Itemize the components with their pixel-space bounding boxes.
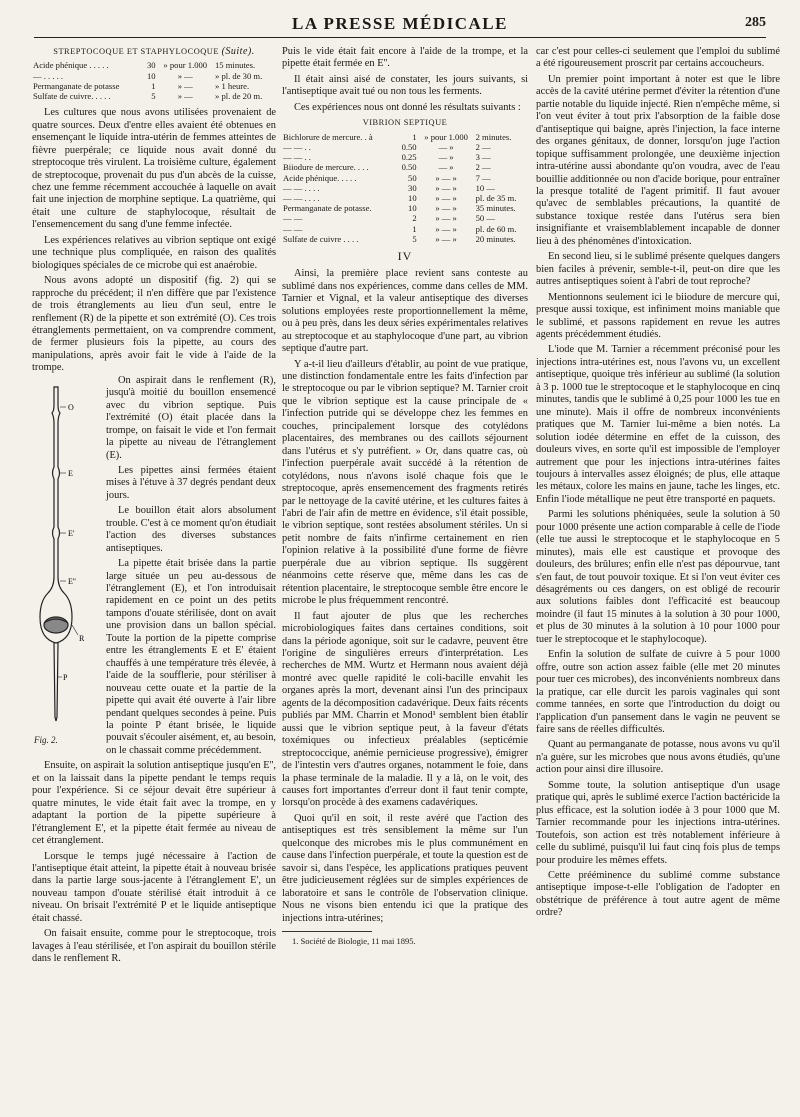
table-cell: » — » xyxy=(435,182,457,193)
figure-caption: Fig. 2. xyxy=(34,735,58,746)
table-cell: 5 xyxy=(151,91,156,102)
results-table-strepto xyxy=(32,60,276,101)
table-cell: — » xyxy=(438,141,454,152)
table-cell: 5 xyxy=(412,233,417,244)
table-row xyxy=(282,234,528,244)
table-cell: 10 xyxy=(146,70,156,81)
paragraph: Il faut ajouter de plus que les recherches microbiologiques faites dans certaines conditions, soit dans la période agonique, soit sur le cadavre, peuvent être l'origine de singulières erreurs d'interprétation. Les recherches de MM. Wurtz et Hermann nous avaient déjà montré avec quelle rapidité le coli-bacille envahit les organes après la mort, devenant ainsi l'un des principaux agents de la décomposition cadavérique. Deux faits récents publiés par MM. Charrin et Monod¹ semblent bien établir aussi que le vibrion septique peut, à la faveur d'états toxémiques ou infectieux préalables (septicémie streptococcique, anémie pernicieuse progressive), émigrer de l'intestin vers d'autres organes, notamment le foie, dans la phase terminale de la maladie. Il y a là, on le voit, des causes fort importantes d'erreur dont il faut tenir compte, lorsqu'on procède à des examens cadavériques. xyxy=(282,610,528,809)
table-cell: 1 xyxy=(151,80,156,91)
table-cell: » 1 heure. xyxy=(215,80,250,91)
table-row xyxy=(32,91,276,101)
table-cell: » — xyxy=(177,91,193,102)
table-cell: » — » xyxy=(435,223,457,234)
table-cell: — — . . xyxy=(283,141,311,152)
table-cell: pl. de 60 m. xyxy=(475,223,517,234)
label-e2: E'' xyxy=(68,576,76,586)
table-cell: » — » xyxy=(435,192,457,203)
section-number: IV xyxy=(397,248,413,263)
table-row xyxy=(282,152,528,162)
table-cell: — » xyxy=(438,152,454,163)
table-cell: 10 xyxy=(408,192,417,203)
paragraph: Le bouillon était alors absolument trouble. C'est à ce moment qu'on étudiait l'action des diverses substances antiseptiques. xyxy=(106,505,276,554)
table-row xyxy=(282,224,528,234)
paragraph: On aspirait dans le renflement (R), jusqu'à moitié du bouillon ensemencé avec du vibrion septique. Puis l'extrémité (O) était placée dans la trompe, on faisait le vide et l'on fermait la pipette au niveau de l'étranglement (E). xyxy=(106,374,276,461)
paragraph: Quoi qu'il en soit, il reste avéré que l'action des antiseptiques est très sensiblement la même sur l'un quelconque des microbes mis le plus communément en cause dans l'infection puerpérale, et toute la question est de savoir si, dans l'espèce, les applications pratiques peuvent être judicieusement réglées sur de simples expériences de laboratoire et sans le contrôle de l'observation clinique. Nous ne visons bien entendu ici que la pratique des injections intra-utérines; xyxy=(282,812,528,924)
table-cell: 10 — xyxy=(475,182,495,193)
table-cell: pl. de 35 m. xyxy=(475,192,517,203)
table-row xyxy=(32,60,276,70)
table-row xyxy=(282,162,528,172)
table-cell: 30 xyxy=(408,182,417,193)
paragraph: Y a-t-il lieu d'ailleurs d'établir, au point de vue pratique, une distinction fondamentale entre les faits d'infection par le streptocoque ou par le vibrion septique? M. Tarnier croit que le vibrion septique est la cause principale de « l'infection putride qui se développe chez les femmes en couches, principalement lorsque des cotylédons placentaires, des membranes ou des caillots séjournent dans l'utérus et s'y putréfient. » Or, dans quatre cas, où l'infection puerpérale avait succédé à la rétention de cotylédons, nous n'avons isolé chaque fois que le streptocoque, après ensemencement des fragments retirés par le nettoyage de la cavité utérine, et les cultures faites à l'abri de l'air afin de mettre en évidence, s'il était possible, le vibrion septique, sont restées absolument stériles. Un si petit nombre de faits n'infirme certainement en rien l'opinion relative à la possibilité d'une forme de fièvre puerpérale due au vibrion septique. Ils suggèrent néanmoins cette réserve que, même dans les cas de rétention placentaire, le streptocoque semble être encore le microbe le plus fréquemment rencontré. xyxy=(282,358,528,607)
table-cell: » — » xyxy=(435,213,457,224)
paragraph: Somme toute, la solution antiseptique d'un usage pratique qui, après le sublimé exerce l'action bactéricide la plus efficace, est la solution iodée à 3 pour 1000 que M. Tarnier recommande pour les injections intra-utérines. Toutefois, son action est très notablement inférieure à celle du sublimé, puisqu'il lui faut cinq fois plus de temps pour produire les mêmes effets. xyxy=(536,779,780,866)
table-row xyxy=(282,173,528,183)
table-cell: » — » xyxy=(435,233,457,244)
paragraph: Lorsque le temps jugé nécessaire à l'action de l'antiseptique était atteint, la pipette était à nouveau brisée dans la partie large sous-jacente à l'étranglement E', un nouveau tampon d'ouate stérilisé était introduit à ce niveau. On brisait l'extrémité P et le liquide antiseptique était chassé. xyxy=(32,850,276,924)
paragraph: La pipette était brisée dans la partie large située un peu au-dessous de l'étranglement (E), et l'on introduisait rapidement en ce point un des petits tampons d'ouate stérilisée, dont on avait une provision dans un ballon spécial. Toute la portion de la pipette comprise entre les étranglements E et E' étaient chauffés à une température très élevée, à l'aide de la soufflerie, pour stériliser à nouveau cette ouate et la partie de la pipette qui avait été ouverte à l'air libre pendant quelques secondes à peine. Puis la pointe P étant brisée, le liquide pouvait s'écouler aisément, et, au besoin, on le chassait comme précédemment. xyxy=(106,558,276,756)
table-cell: 50 — xyxy=(475,213,495,224)
results-table-vibrion xyxy=(282,132,528,244)
table-cell: — . . . . . xyxy=(33,70,64,81)
table-cell: 2 — xyxy=(475,162,491,173)
table-cell: — — xyxy=(283,213,303,224)
paragraph: Cette prééminence du sublimé comme substance antiseptique impose-t-elle l'obligation de l'adopter en obstétrique de préférence à tout autre agent de même ordre? xyxy=(536,870,780,919)
table-cell: » — » xyxy=(435,172,457,183)
table-cell: 7 — xyxy=(475,172,491,183)
paragraph: Il était ainsi aisé de constater, les jours suivants, si l'antiseptique avait tué ou non tous les ferments. xyxy=(282,73,528,98)
table-cell: Biiodure de mercure. . . . xyxy=(283,162,369,173)
table-row xyxy=(282,142,528,152)
table-cell: — — xyxy=(283,223,303,234)
paragraph: Les cultures que nous avons utilisées provenaient de quatre sources. Deux d'entre elles avaient été obtenues en ensemençant le liquide intra-utérin de femmes atteintes de fièvre puerpérale; ce liquide nous avait donné du streptocoque très virulent. La troisième culture, également de streptocoque, provenait du pus d'un abcès de la cuisse, chez une femme récemment accouchée à laquelle on avait fait une injection de morphine septique. La quatrième, qui était une culture de staphylocoque, résultait de l'ensemencement du sang d'une femme infectée. xyxy=(32,107,276,231)
paragraph: Puis le vide était fait encore à l'aide de la trompe, et la pipette était fermée en E''. xyxy=(282,46,528,70)
table-cell: 0.50 xyxy=(401,162,417,173)
paragraph: On faisait ensuite, comme pour le streptocoque, trois lavages à l'eau stérilisée, et l'on aspirait du bouillon stérile dans le renflement R. xyxy=(32,928,276,965)
table-cell: Acide phénique . . . . . xyxy=(33,60,109,71)
column-2 xyxy=(282,46,528,947)
table-row xyxy=(282,183,528,193)
table-cell: — — . . . . xyxy=(283,192,320,203)
paragraph: Parmi les solutions phéniquées, seule la solution à 50 pour 1000 présente une action comparable à celle de l'iode (elle tue aussi le streptocoque et le staphylocoque en 5 minutes), mais elle est caustique et provoque des douleurs, des brûlures; enfin elle n'est pas dépourvue, tant s'en faut, de tout pouvoir toxique. Et si l'on veut éviter ces désagréments ou ces dangers, on est obligé de recourir aux solutions faibles dont l'efficacité est beaucoup moindre (il faut 15 minutes à la solution à 30 pour 1000, et plus de 30 minutes à la solution à 10 pour 1000 pour tuer le streptocoque et le staphylocoque). xyxy=(536,509,780,645)
table-cell: 10 xyxy=(408,203,417,214)
paragraph: En second lieu, si le sublimé présente quelques dangers bien faciles à prévenir, semble-t-il, peut-on dire que les autres antiseptiques soient à l'abri de tout reproche? xyxy=(536,251,780,288)
table-cell: — — . . xyxy=(283,152,311,163)
label-p: P xyxy=(63,672,68,682)
paragraph: L'iode que M. Tarnier a récemment préconisé pour les injections intra-utérines est, nous l'avons vu, un excellent antiseptique, quoique très inférieur au sublimé (la solution à 3 p. 1000 tue le streptocoque et le staphylocoque en cinq minutes, tandis que le sublimé à 0,25 pour 1000 les tue en une minute). Mais il offre de nombreux inconvénients pratiques que M. Tarnier lui-même a bien notés. La solution iodée détermine en effet de la cuisson, des douleurs vives, en sorte qu'il est impossible de l'employer autrement que pour les injections intra-utérines faites toujours à intervalles assez éloignés; de plus, elle attaque les métaux, colore les mains en jaune, tache les linges, etc. Enfin l'iode métallique ne peut être transporté en paquets. xyxy=(536,344,780,505)
table-row xyxy=(282,193,528,203)
table-cell: Sulfate de cuivre. . . . . xyxy=(33,91,111,102)
table-cell: 30 xyxy=(146,60,156,71)
label-e: E xyxy=(68,468,73,478)
paragraph: Ainsi, la première place revient sans conteste au sublimé dans nos expériences, comme dans celles de MM. Tarnier et Vignal, et la valeur antiseptique des diverses solutions employées reste proportionnellement la même, ou à peu près, dans les deux séries expérimentales relatives au streptocoque et au staphylocoque d'une part, au vibrion septique d'autre part. xyxy=(282,268,528,355)
table-cell: » pour 1.000 xyxy=(424,131,468,142)
running-head xyxy=(34,12,766,38)
figure-2 xyxy=(32,377,100,747)
table-cell: » pl. de 20 m. xyxy=(215,91,263,102)
table-cell: » pour 1.000 xyxy=(163,60,208,71)
table-cell: — » xyxy=(438,162,454,173)
footnote-rule xyxy=(282,931,372,932)
table-cell: 1 xyxy=(412,223,417,234)
table-cell: Bichlorure de mercure. . à xyxy=(283,131,373,142)
table-row xyxy=(32,81,276,91)
paragraph: car c'est pour celles-ci seulement que l'emploi du sublimé a été rigoureusement proscrit par certains accoucheurs. xyxy=(536,46,780,70)
label-o: O xyxy=(68,402,74,412)
table-cell: » — xyxy=(177,80,193,91)
table-cell: 2 xyxy=(412,213,417,224)
table-row xyxy=(282,213,528,223)
table-cell: 0.25 xyxy=(401,152,417,163)
table-cell: 35 minutes. xyxy=(475,203,516,214)
table-row xyxy=(282,203,528,213)
table-cell: 50 xyxy=(408,172,417,183)
table-cell: 2 minutes. xyxy=(475,131,512,142)
table-caption: VIBRION SEPTIQUE xyxy=(362,118,448,128)
table-cell: » pl. de 30 m. xyxy=(215,70,263,81)
footnote: 1. Société de Biologie, 11 mai 1895. xyxy=(292,935,416,946)
paragraph: Un premier point important à noter est que le libre accès de la cavité utérine permet d'éviter la rétention d'une partie notable du liquide injecté. Rien n'empêche même, si l'on veut éviter à tout prix l'absorption de la faible dose d'antiseptique qui baigne, après l'injection, la face interne des organes génitaux, de donner, lorsqu'on juge l'action topique suffisamment prolongée, une deuxième injection intra-utérine aussi abondante qu'on voudra, avec de l'eau bouillie additionnée ou non d'acide borique, pour entraîner la presque totalité de l'agent primitif. Il faut avouer qu'avec de semblables précautions, la quantité de substance toxique restée dans l'utérus sera bien insignifiante et vraisemblablement incapable de donner lieu à des phénomènes d'intoxication. xyxy=(536,73,780,247)
paragraph: Les expériences relatives au vibrion septique ont exigé une technique plus compliquée, en raison des qualités biologiques spéciales de ce microbe qui est anaérobie. xyxy=(32,234,276,271)
column-3 xyxy=(536,46,780,923)
paragraph: Ensuite, on aspirait la solution antiseptique jusqu'en E'', et on la laissait dans la pipette pendant le temps requis pour l'expérience. Si ce séjour devait être supérieur à quatre minutes, le vide était fait avec la trompe, en y adaptant la portion de la pipette supérieure à l'étranglement E', et la pipette était fermée au niveau de cet étranglement. xyxy=(32,760,276,847)
paragraph: Quant au permanganate de potasse, nous avons vu qu'il n'a guère, sur les microbes que nous avons étudiés, qu'une action pour ainsi dire illusoire. xyxy=(536,739,780,776)
paragraph: Les pipettes ainsi fermées étaient mises à l'étuve à 37 degrés pendant deux jours. xyxy=(106,464,276,501)
table-cell: — — . . . . xyxy=(283,182,320,193)
label-e1: E' xyxy=(68,528,75,538)
table-row xyxy=(32,71,276,81)
table-cell: » — xyxy=(177,70,193,81)
table-cell: 0.50 xyxy=(401,141,417,152)
paragraph: Mentionnons seulement ici le biiodure de mercure qui, presque aussi toxique, est infiniment moins maniable que le sublimé, et passons rapidement en revue les autres agents précédemment étudiés. xyxy=(536,291,780,340)
paragraph: Nous avons adopté un dispositif (fig. 2) qui se rapproche du précédent; il n'en diffère que par l'existence de trois étranglements au lieu d'un seul, entre le renflement (R) de la pipette et son extrémité (O). Ces trois étranglements permettaient, on va comprendre comment, de fermer plusieurs fois la pipette, au cours des manipulations, après avoir fait le vide à l'aide de la trompe. xyxy=(32,275,276,374)
journal-title: LA PRESSE MÉDICALE xyxy=(292,14,508,33)
table-row xyxy=(282,132,528,142)
label-r: R xyxy=(79,633,85,643)
paragraph: Ces expériences nous ont donné les résultats suivants : xyxy=(294,101,521,113)
table-cell: » — » xyxy=(435,203,457,214)
pipette-illustration xyxy=(32,377,100,737)
table-caption: STREPTOCOQUE ET STAPHYLOCOQUE (Suite). xyxy=(53,46,255,57)
paragraph: Enfin la solution de sulfate de cuivre à 5 pour 1000 offre, outre son action assez faible (elle met 20 minutes pour tuer ces microbes), des inconvénients nombreux dans la pratique, car elle durcit les parois vaginales qui sont comme tannées, en sorte que l'introduction du doigt ou l'application d'un pansement dans le vagin ne peuvent se faire sans de réelles difficultés. xyxy=(536,649,780,736)
table-cell: Acide phénique. . . . . xyxy=(283,172,357,183)
column-1 xyxy=(32,46,276,969)
page-number: 285 xyxy=(745,15,766,30)
table-cell: 20 minutes. xyxy=(475,233,516,244)
table-cell: 15 minutes. xyxy=(215,60,256,71)
table-cell: Permanganate de potasse. xyxy=(283,203,372,214)
table-cell: Sulfate de cuivre . . . . xyxy=(283,233,359,244)
table-cell: Permanganate de potasse xyxy=(33,80,120,91)
table-cell: 3 — xyxy=(475,152,491,163)
table-cell: 2 — xyxy=(475,141,491,152)
table-cell: 1 xyxy=(412,131,417,142)
